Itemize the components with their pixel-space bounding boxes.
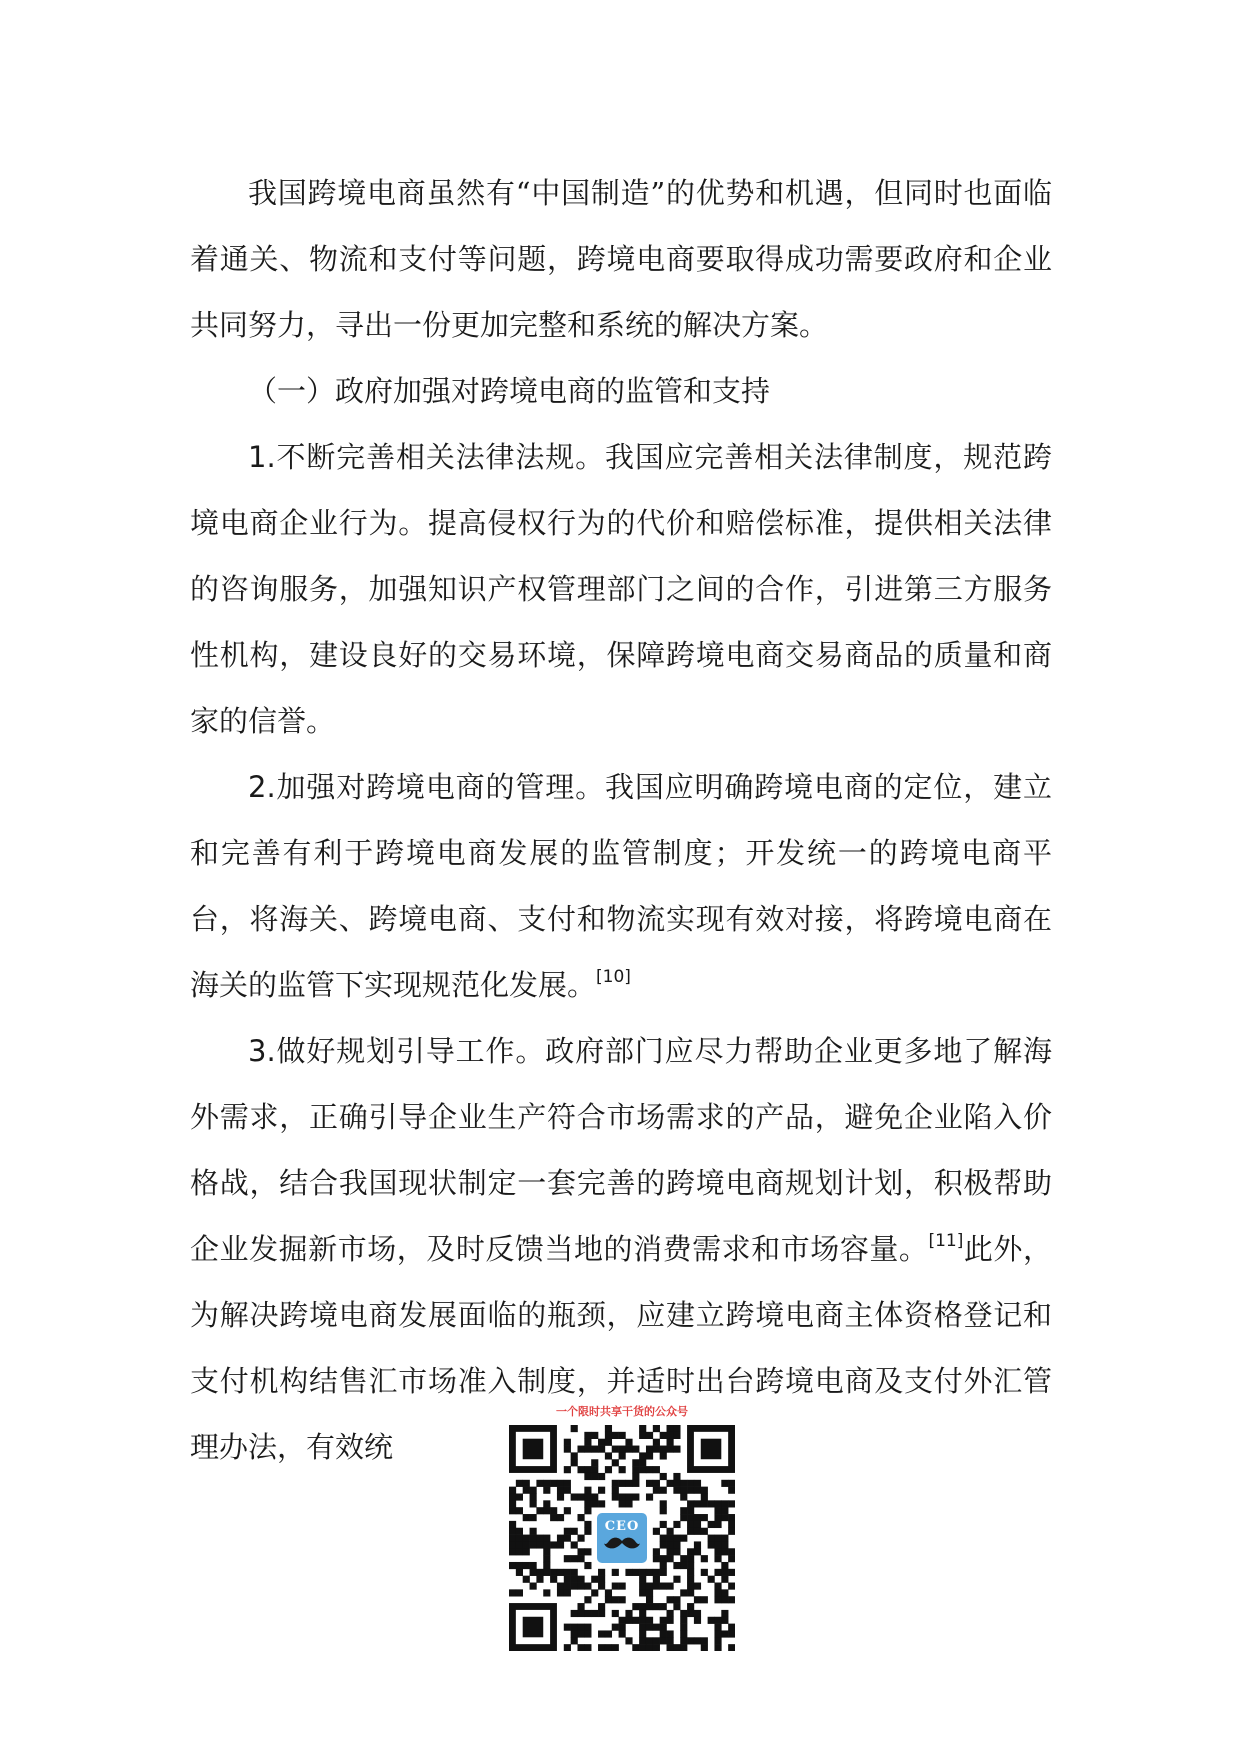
qr-code-image bbox=[509, 1425, 735, 1651]
item-number: 3. bbox=[248, 1034, 276, 1068]
citation-ref: [10] bbox=[596, 967, 631, 987]
item-text: 做好规划引导工作。政府部门应尽力帮助企业更多地了解海外需求，正确引导企业生产符合市场需求的产品，避免企业陷入价格战，结合我国现状制定一套完善的跨境电商规划计划，积极帮助企业发掘新市场，及时反馈当地的消费需求和市场容量。 bbox=[190, 1034, 1052, 1266]
ceo-logo bbox=[594, 1510, 650, 1566]
document-body bbox=[190, 160, 1052, 1480]
item-text-continued: 此外，为解决跨境电商发展面临的瓶颈，应建立跨境电商主体资格登记和支付机构结售汇市场准入制度，并适时出台跨境电商及支付外汇管理办法，有效统 bbox=[190, 1232, 1052, 1464]
item-number: 2. bbox=[248, 770, 276, 804]
citation-ref: [11] bbox=[928, 1231, 964, 1251]
item-text: 不断完善相关法律法规。我国应完善相关法律制度，规范跨境电商企业行为。提高侵权行为的代价和赔偿标准，提供相关法律的咨询服务，加强知识产权管理部门之间的合作，引进第三方服务性机构，建设良好的交易环境，保障跨境电商交易商品的质量和商家的信誉。 bbox=[190, 440, 1052, 738]
section-heading: （一）政府加强对跨境电商的监管和支持 bbox=[248, 374, 771, 408]
qr-code-block bbox=[509, 1405, 735, 1651]
list-item-2 bbox=[190, 754, 1052, 1018]
item-number: 1. bbox=[248, 440, 276, 474]
logo-text: CEO bbox=[604, 1519, 640, 1534]
mustache-icon bbox=[604, 1536, 640, 1550]
item-text: 加强对跨境电商的管理。我国应明确跨境电商的定位，建立和完善有利于跨境电商发展的监管制度；开发统一的跨境电商平台，将海关、跨境电商、支付和物流实现有效对接，将跨境电商在海关的监管下实现规范化发展。 bbox=[190, 770, 1052, 1002]
intro-paragraph: 我国跨境电商虽然有“中国制造”的优势和机遇，但同时也面临着通关、物流和支付等问题，跨境电商要取得成功需要政府和企业共同努力，寻出一份更加完整和系统的解决方案。 bbox=[190, 176, 1052, 342]
qr-caption: 一个限时共享干货的公众号 bbox=[556, 1405, 688, 1418]
list-item-1 bbox=[190, 424, 1052, 754]
